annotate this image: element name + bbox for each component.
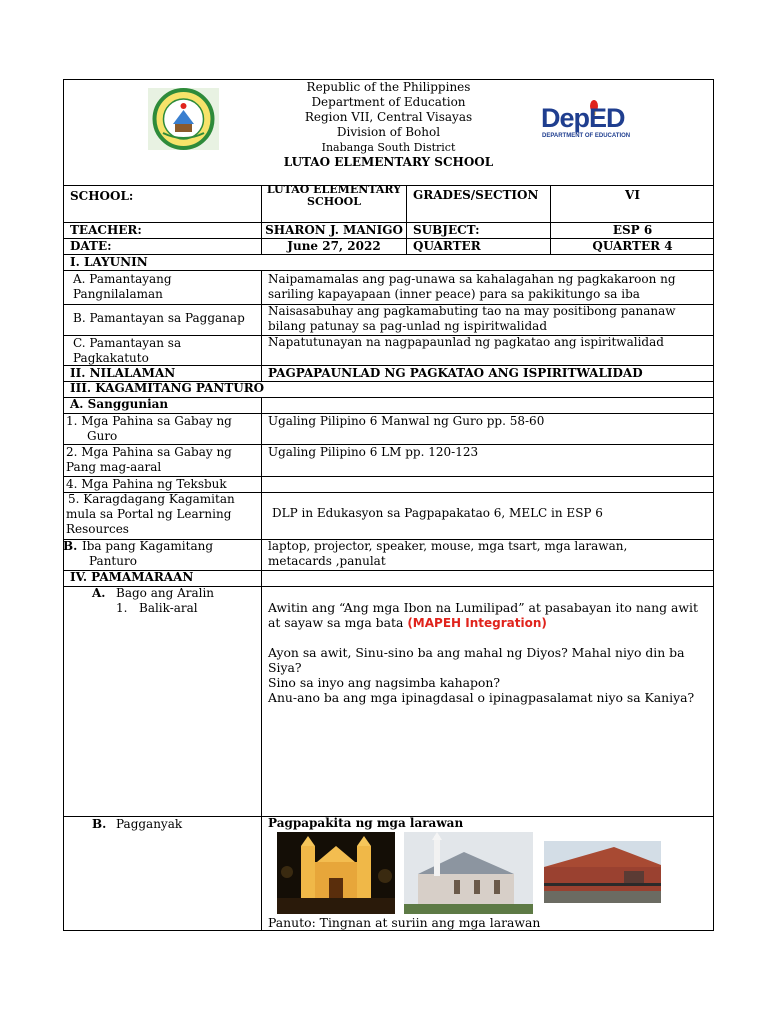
layunin-c-label: Pagkakatuto [73, 351, 149, 365]
layunin-b-text: Naisasabuhay ang pagkamabuting tao na may positibong pananaw [268, 304, 676, 318]
lesson-plan-document [63, 79, 714, 931]
balik-aral-question: Sino sa inyo ang nagsimba kahapon? [268, 675, 500, 690]
portal-text: DLP in Edukasyon sa Pagpapakatao 6, MELC in ESP 6 [272, 506, 603, 520]
bago-aralin-letter: A. [92, 586, 106, 600]
guro-pages-text: Ugaling Pilipino 6 Manwal ng Guro pp. 58-60 [268, 414, 545, 428]
layunin-b-text: bilang patunay sa pag-unlad ng ispiritwalidad [268, 319, 547, 333]
school-value [262, 184, 406, 208]
header-line: Region VII, Central Visayas [304, 110, 473, 124]
header-line: Division of Bohol [336, 125, 441, 139]
quarter-label: QUARTER [413, 239, 481, 253]
pagganyak-label: Pagganyak [116, 817, 183, 831]
date-label: DATE: [70, 239, 112, 253]
layunin-a-label: Pangnilalaman [73, 287, 163, 301]
layunin-a-text: sariling kapayapaan (inner peace) para sa pakikitungo sa iba [268, 287, 640, 301]
teacher-label: TEACHER: [70, 223, 142, 237]
grades-label: GRADES/SECTION [413, 188, 539, 202]
iba-kagamitan-label: Panturo [89, 554, 137, 568]
layunin-heading: I. LAYUNIN [70, 255, 148, 269]
header-line: Department of Education [311, 95, 466, 109]
deped-logo-subtext: DEPARTMENT OF EDUCATION [542, 133, 631, 139]
balik-aral-question: Anu-ano ba ang mga ipinagdasal o ipinagpasalamat niyo sa Kaniya? [268, 690, 695, 705]
balik-aral-number: 1. [116, 601, 128, 615]
date-value: June 27, 2022 [287, 239, 381, 253]
kagamitan-heading: III. KAGAMITANG PANTURO [70, 381, 265, 395]
document-header [63, 79, 714, 185]
layunin-a-label: A. Pamantayang [73, 272, 172, 286]
school-name-title: LUTAO ELEMENTARY SCHOOL [283, 155, 494, 169]
guro-pages-label: 1. Mga Pahina sa Gabay ng [66, 414, 232, 428]
bago-aralin-label: Bago ang Aralin [116, 586, 215, 600]
grades-value: VI [625, 188, 640, 202]
mapeh-integration-tag: (MAPEH Integration) [407, 616, 547, 630]
balik-aral-text: Awitin ang “Ang mga Ibon na Lumilipad” at pasabayan ito nang awit [268, 600, 698, 615]
portal-label: Resources [66, 522, 129, 536]
iba-kagamitan-text: metacards ,panulat [268, 554, 386, 568]
nilalaman-heading: II. NILALAMAN [70, 366, 176, 380]
pagganyak-letter: B. [92, 817, 107, 831]
pagganyak-panuto: Panuto: Tingnan at suriin ang mga larawan [268, 915, 541, 930]
portal-label: mula sa Portal ng Learning [66, 507, 232, 521]
school-value-text: LUTAO ELEMENTARY SCHOOL [266, 183, 402, 208]
teksbuk-pages-label: 4. Mga Pahina ng Teksbuk [66, 477, 227, 491]
subject-value: ESP 6 [612, 223, 653, 237]
balik-aral-text-line [268, 615, 547, 631]
church-night-image [277, 832, 395, 914]
balik-aral-label: Balik-aral [139, 601, 198, 615]
deped-logo-text: DepED [541, 103, 625, 133]
mag-aaral-pages-label: Pang mag-aaral [66, 460, 162, 474]
nilalaman-text: PAGPAPAUNLAD NG PAGKATAO ANG ISPIRITWALIDAD [268, 366, 643, 380]
header-line: Inabanga South District [321, 141, 456, 154]
teacher-value: SHARON J. MANIGO [265, 223, 403, 237]
layunin-a-text: Naipamamalas ang pag-unawa sa kahalagahan ng pagkakaroon ng [268, 272, 676, 286]
brick-church-image [544, 841, 661, 903]
pamamaraan-heading: IV. PAMAMARAAN [70, 570, 194, 584]
quarter-value: QUARTER 4 [592, 239, 673, 253]
mag-aaral-pages-label: 2. Mga Pahina sa Gabay ng [66, 445, 232, 459]
iba-kagamitan-text: laptop, projector, speaker, mouse, mga tsart, mga larawan, [268, 539, 628, 553]
guro-pages-label: Guro [87, 429, 118, 443]
white-church-image [404, 832, 533, 914]
mag-aaral-pages-text: Ugaling Pilipino 6 LM pp. 120-123 [268, 445, 479, 459]
iba-kagamitan-label: Iba pang Kagamitang [82, 539, 214, 553]
balik-aral-text: at sayaw sa mga bata [268, 615, 404, 630]
deped-logo [539, 99, 649, 143]
sanggunian-label: A. Sanggunian [70, 397, 169, 411]
layunin-b-label: B. Pamantayan sa Pagganap [73, 311, 245, 325]
portal-label: 5. Karagdagang Kagamitan [68, 492, 235, 506]
pagganyak-heading: Pagpapakita ng mga larawan [268, 816, 464, 830]
school-label: SCHOOL: [70, 189, 134, 203]
layunin-c-text: Napatutunayan na nagpapaunlad ng pagkatao ang ispiritwalidad [268, 335, 664, 349]
iba-kagamitan-letter: B. [63, 539, 78, 553]
balik-aral-question: Ayon sa awit, Sinu-sino ba ang mahal ng Diyos? Mahal niyo din ba [268, 645, 685, 660]
layunin-c-label: C. Pamantayan sa [73, 336, 182, 350]
header-line: Republic of the Philippines [306, 80, 471, 94]
subject-label: SUBJECT: [413, 223, 480, 237]
balik-aral-question: Siya? [268, 660, 302, 675]
